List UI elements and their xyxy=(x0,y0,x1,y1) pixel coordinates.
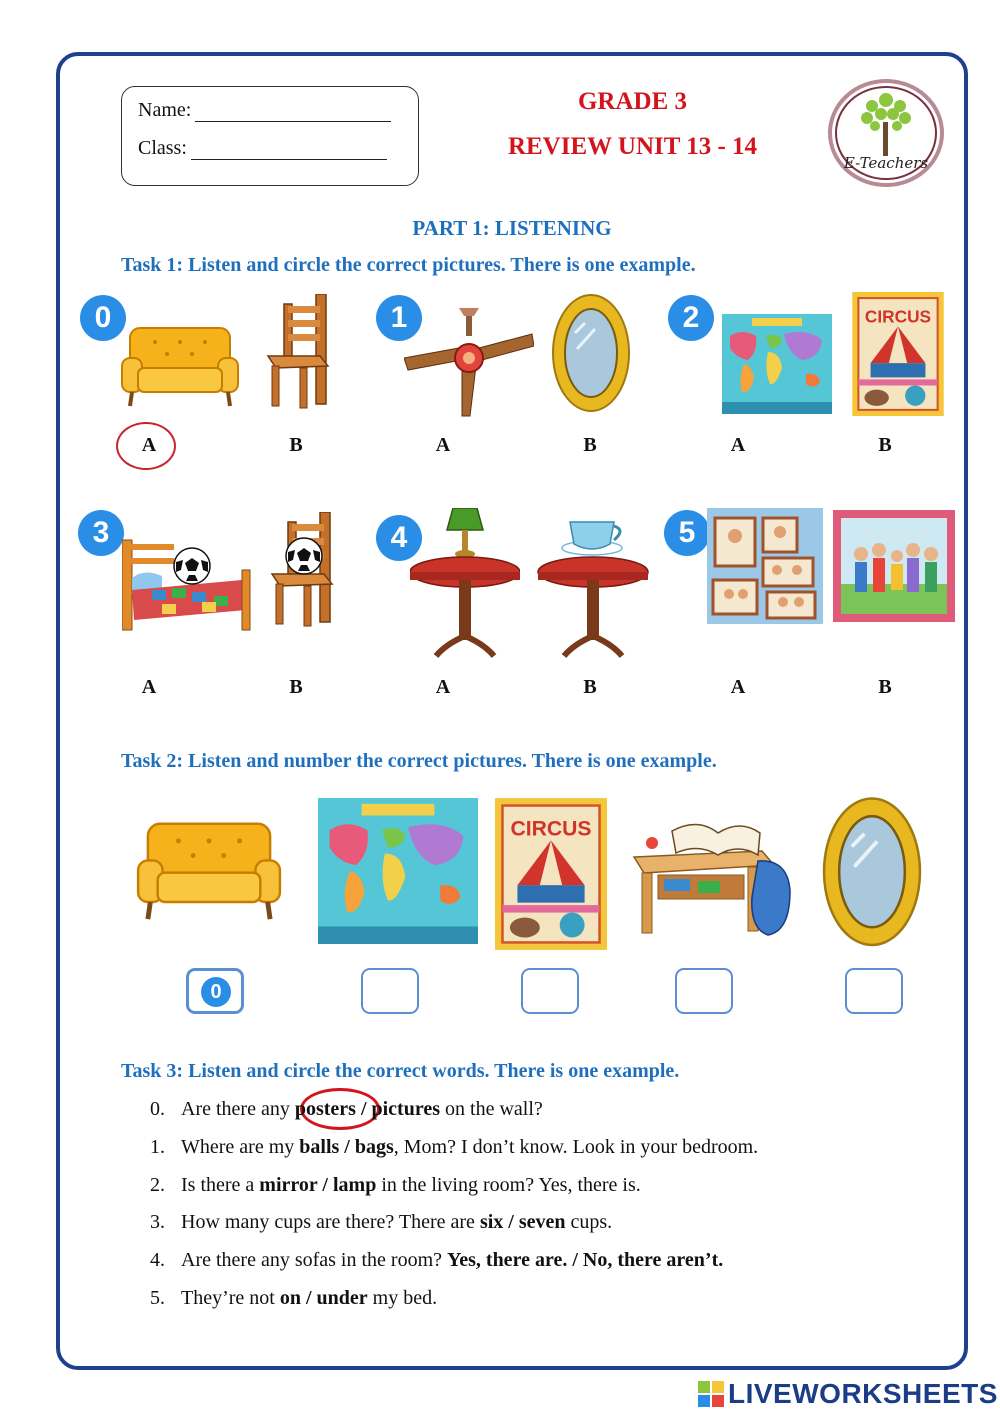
question-5: 5. They’re not on / under my bed. xyxy=(150,1287,438,1309)
mirror-icon[interactable] xyxy=(551,293,631,415)
name-label: Name: xyxy=(138,99,192,121)
choice-1[interactable]: on xyxy=(279,1287,301,1309)
chair-icon[interactable] xyxy=(264,294,334,412)
name-input[interactable] xyxy=(195,103,391,122)
number-answer-box[interactable] xyxy=(521,968,579,1014)
option-b-label[interactable]: B xyxy=(583,676,597,698)
world-map-poster-icon[interactable] xyxy=(722,314,832,414)
item-number-badge: 1 xyxy=(376,295,422,341)
task1-title: Task 1: Listen and circle the correct pictures. There is one example. xyxy=(121,254,696,276)
choice-1[interactable]: six xyxy=(479,1211,504,1233)
option-a-label[interactable]: A xyxy=(435,434,451,456)
example-number: 0 xyxy=(201,977,231,1007)
number-answer-box[interactable] xyxy=(845,968,903,1014)
option-b-label[interactable]: B xyxy=(583,434,597,456)
tree-trunk-icon xyxy=(883,122,888,156)
ball-on-bed-icon[interactable] xyxy=(122,530,254,636)
item-number-badge: 5 xyxy=(664,510,710,556)
liveworksheets-logo-icon xyxy=(698,1381,724,1407)
class-label: Class: xyxy=(138,137,187,159)
worksheet-frame xyxy=(56,52,968,1370)
choice-1[interactable]: posters xyxy=(294,1098,356,1120)
part1-title: PART 1: LISTENING xyxy=(412,216,612,240)
option-b-label[interactable]: B xyxy=(289,676,303,698)
circus-poster-icon[interactable] xyxy=(852,292,944,416)
item-number-badge: 0 xyxy=(80,295,126,341)
number-answer-box[interactable] xyxy=(186,968,244,1014)
liveworksheets-footer xyxy=(698,1377,998,1411)
sofa-icon[interactable] xyxy=(120,320,240,410)
question-2: 2. Is there a mirror / lamp in the living room? Yes, there is. xyxy=(150,1174,641,1196)
family-photos-icon[interactable] xyxy=(707,508,823,624)
question-0: 0. Are there any posters / pictures on the wall? xyxy=(150,1098,543,1120)
logo-text: E-Teachers xyxy=(843,154,929,172)
desk-with-books-icon xyxy=(628,806,796,944)
student-info-box xyxy=(121,86,419,186)
question-1: 1. Where are my balls / bags, Mom? I don’t know. Look in your bedroom. xyxy=(150,1136,759,1158)
option-b-label[interactable]: B xyxy=(878,676,892,698)
lamp-on-table-icon[interactable] xyxy=(410,508,520,658)
option-a-label[interactable]: A xyxy=(141,434,157,456)
item-number-badge: 4 xyxy=(376,515,422,561)
class-line xyxy=(138,137,387,160)
choice-2[interactable]: pictures xyxy=(371,1098,441,1120)
world-map-poster-icon xyxy=(318,798,478,944)
choice-2[interactable]: bags xyxy=(354,1136,394,1158)
e-teachers-logo xyxy=(827,78,945,188)
item-number-badge: 3 xyxy=(78,510,124,556)
circus-poster-icon xyxy=(495,798,607,950)
task3-title: Task 3: Listen and circle the correct words. There is one example. xyxy=(121,1060,680,1082)
choice-1[interactable]: balls xyxy=(299,1136,340,1158)
number-answer-box[interactable] xyxy=(675,968,733,1014)
grade-title: GRADE 3 xyxy=(577,88,688,115)
class-input[interactable] xyxy=(191,141,387,160)
name-line xyxy=(138,99,391,122)
choice-2[interactable]: under xyxy=(316,1287,368,1309)
family-picture-icon[interactable] xyxy=(833,510,955,622)
cup-on-table-icon[interactable] xyxy=(532,518,654,658)
sofa-icon xyxy=(135,814,283,924)
option-b-label[interactable]: B xyxy=(878,434,892,456)
option-a-label[interactable]: A xyxy=(141,676,157,698)
mirror-icon xyxy=(820,796,924,950)
choice-1[interactable]: Yes, there are. xyxy=(447,1249,568,1271)
footer-brand: LIVEWORKSHEETS xyxy=(728,1378,998,1409)
option-a-label[interactable]: A xyxy=(730,676,746,698)
choice-2[interactable]: seven xyxy=(518,1211,566,1233)
option-b-label[interactable]: B xyxy=(289,434,303,456)
choice-1[interactable]: mirror xyxy=(259,1174,318,1196)
task2-title: Task 2: Listen and number the correct pictures. There is one example. xyxy=(121,750,717,772)
choice-2[interactable]: No, there aren’t. xyxy=(582,1249,724,1271)
choice-2[interactable]: lamp xyxy=(332,1174,377,1196)
question-3: 3. How many cups are there? There are six / seven cups. xyxy=(150,1211,613,1233)
question-4: 4. Are there any sofas in the room? Yes, there are. / No, there aren’t. xyxy=(150,1249,724,1271)
option-a-label[interactable]: A xyxy=(435,676,451,698)
review-title: REVIEW UNIT 13 - 14 xyxy=(507,133,758,160)
ceiling-fan-icon[interactable] xyxy=(404,308,534,420)
number-answer-box[interactable] xyxy=(361,968,419,1014)
option-a-label[interactable]: A xyxy=(730,434,746,456)
ball-on-chair-icon[interactable] xyxy=(268,512,338,630)
item-number-badge: 2 xyxy=(668,295,714,341)
